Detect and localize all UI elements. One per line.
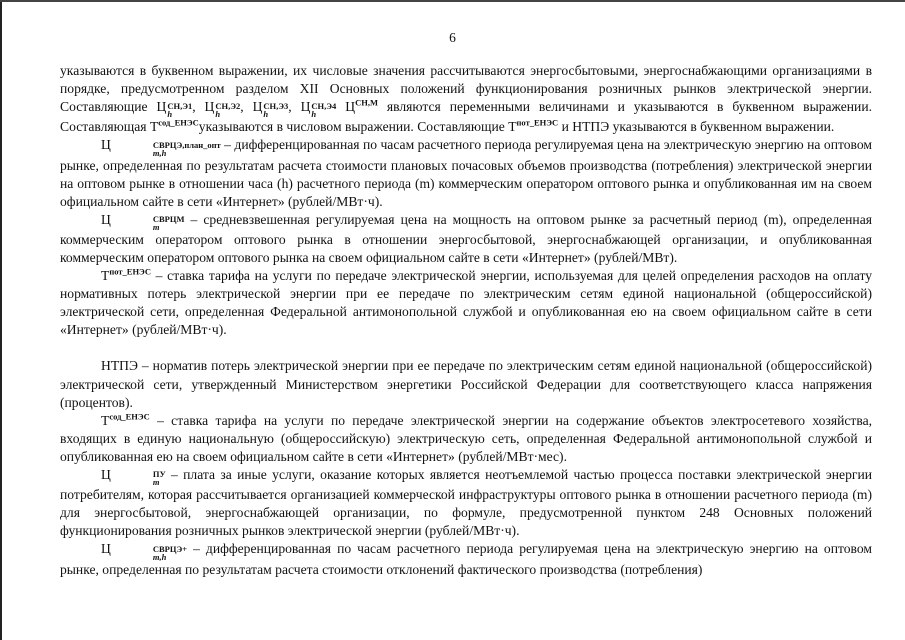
symbol-t-pot-enes: $Т^{пот\_ЕНЭС}$ [508,117,559,135]
symbol-t-pot-enes: $Т^{пот\_ЕНЭС}$ [101,266,151,284]
paragraph-text: указываются в буквенном выражении, их числовые значения рассчитываются энергосбытовыми, энергоснабжающими организациями в порядке, предусмотренном разделом XII Основных положений функционирования розничных рынков электрической энергии. Составляющие [60,63,872,115]
symbol-c-sn-e3: Ц СН,Э3 h [252,99,289,120]
definition-text: – дифференцированная по часам расчетного периода регулируемая цена на электрическую энергию на оптовом рынке, определенная по результатам расчета стоимости отклонений фактического производства (потребления) [60,541,872,577]
paragraph-text: и НТПЭ указываются в буквенном выражении. [558,119,835,135]
definition-text: – ставка тарифа на услуги по передаче электрической энергии на содержание объектов электросетевого хозяйства, входящих в единую национальную (общероссийскую) электрическую сеть, определенная Федеральной антимонопольной службой и опубликованная ею на своем официальном сайте в сети «Интернет» (рублей/МВт·мес). [60,412,872,464]
symbol-c-pu: Ц ПУ m [101,467,166,488]
definition-text: – плата за иные услуги, оказание которых является неотъемлемой частью процесса поставки электрической энергии потребителям, которая рассчитывается организацией коммерческой инфраструктуры оптового рынка в отношении расчетного периода (m) для энергосбытовой, энергоснабжающей организации, по формуле, предусмотренной пунктом 248 Основных положений функционирования розничных рынков электрической энергии (рублей/МВт·ч). [60,467,872,539]
definition-ntpe: НТПЭ – норматив потерь электрической энергии при ее передаче по электрическим сетям единой национальной (общероссийской) электрической сети, утвержденный Министерством энергетики Российской Федерации для соответствующего класса напряжения (процентов). [60,358,872,410]
page-number: 6 [449,30,456,45]
definition-text: – дифференцированная по часам расчетного периода регулируемая цена на электрическую энергию на оптовом рынке, определенная по результатам расчета стоимости плановых почасовых объемов производства (потребления) электрической энергии на оптовом рынке в отношении часа (h) расчетного периода (m) коммерческим оператором оптового рынка и опубликованная им на своем официальном сайте в сети «Интернет» (рублей/МВт·ч). [60,137,872,209]
symbol-c-sn-e2: Ц СН,Э2 h [204,99,241,120]
definition-svrcm [60,211,872,267]
symbol-c-svrce-plan-opt: Ц СВРЦЭ,план_опт m,h [101,137,221,158]
symbol-c-svrcm: Ц СВРЦМ m [101,211,185,232]
paragraph-continuation: указываются в буквенном выражении, их числовые значения рассчитываются энергосбытовыми, энергоснабжающими организациями в порядке, предусмотренном разделом XII Основных положений функционирования розничных рынков электрической энергии. Составляющие Ц СН,Э1 h , Ц СН,Э2 h , Ц СН,Э3 h , Ц СН,Э4 h $Ц^{СН,М}$ являются переменными величинами и указываются в буквенном выражении. Составляющая $Т^{сод\_ЕНЭС}указываются$ в числовом выражении. Составляющие $Т^{пот\_ЕНЭС}$ и НТПЭ указываются в буквенном выражении. [60,63,873,135]
scan-border-left [0,0,2,640]
scan-border-top [0,0,905,2]
definition-t-sod-enes [60,412,872,466]
definition-text: – средневзвешенная регулируемая цена на мощность на оптовом рынке за расчетный период (m), определенная коммерческим оператором оптового рынка в отношении энергосбытовой, энергоснабжающей организации, и опубликованная коммерческим оператором оптового рынка на своем официальном сайте в сети «Интернет» (рублей/МВт). [60,211,872,265]
symbol-c-sn-m: $Ц^{СН,М}$ [345,97,378,115]
symbol-c-svrce-plus: Ц СВРЦЭ+ m,h [101,541,188,562]
symbol-t-sod-enes: $Т^{сод\_ЕНЭС}$ [149,117,199,135]
document-body [60,62,872,579]
definition-c-pu [60,466,872,540]
definition-svrce-plus [60,540,872,578]
symbol-c-sn-e1: Ц СН,Э1 h [156,99,193,120]
definition-t-pot-enes [60,267,872,339]
definition-text: – ставка тарифа на услуги по передаче электрической энергии, используемая для целей определения расходов на оплату нормативных потерь электрической энергии при ее передаче по электрическим сетям единой национальной (общероссийской) электрической сети, определенная Федеральной антимонопольной службой и опубликованная ею на своем официальном сайте в сети «Интернет» (рублей/МВт·ч). [60,268,872,338]
symbol-t-sod-enes: $Т^{сод\_ЕНЭС}$ [101,411,150,428]
symbol-c-sn-e4: Ц СН,Э4 h [300,99,337,120]
paragraph-text: указываются в числовом выражении. Составляющие [198,119,509,135]
paragraph-text: являются переменными величинами и указываются в буквенном выражении. Составляющая [60,99,873,135]
definition-svrce-plan-opt [60,136,872,210]
